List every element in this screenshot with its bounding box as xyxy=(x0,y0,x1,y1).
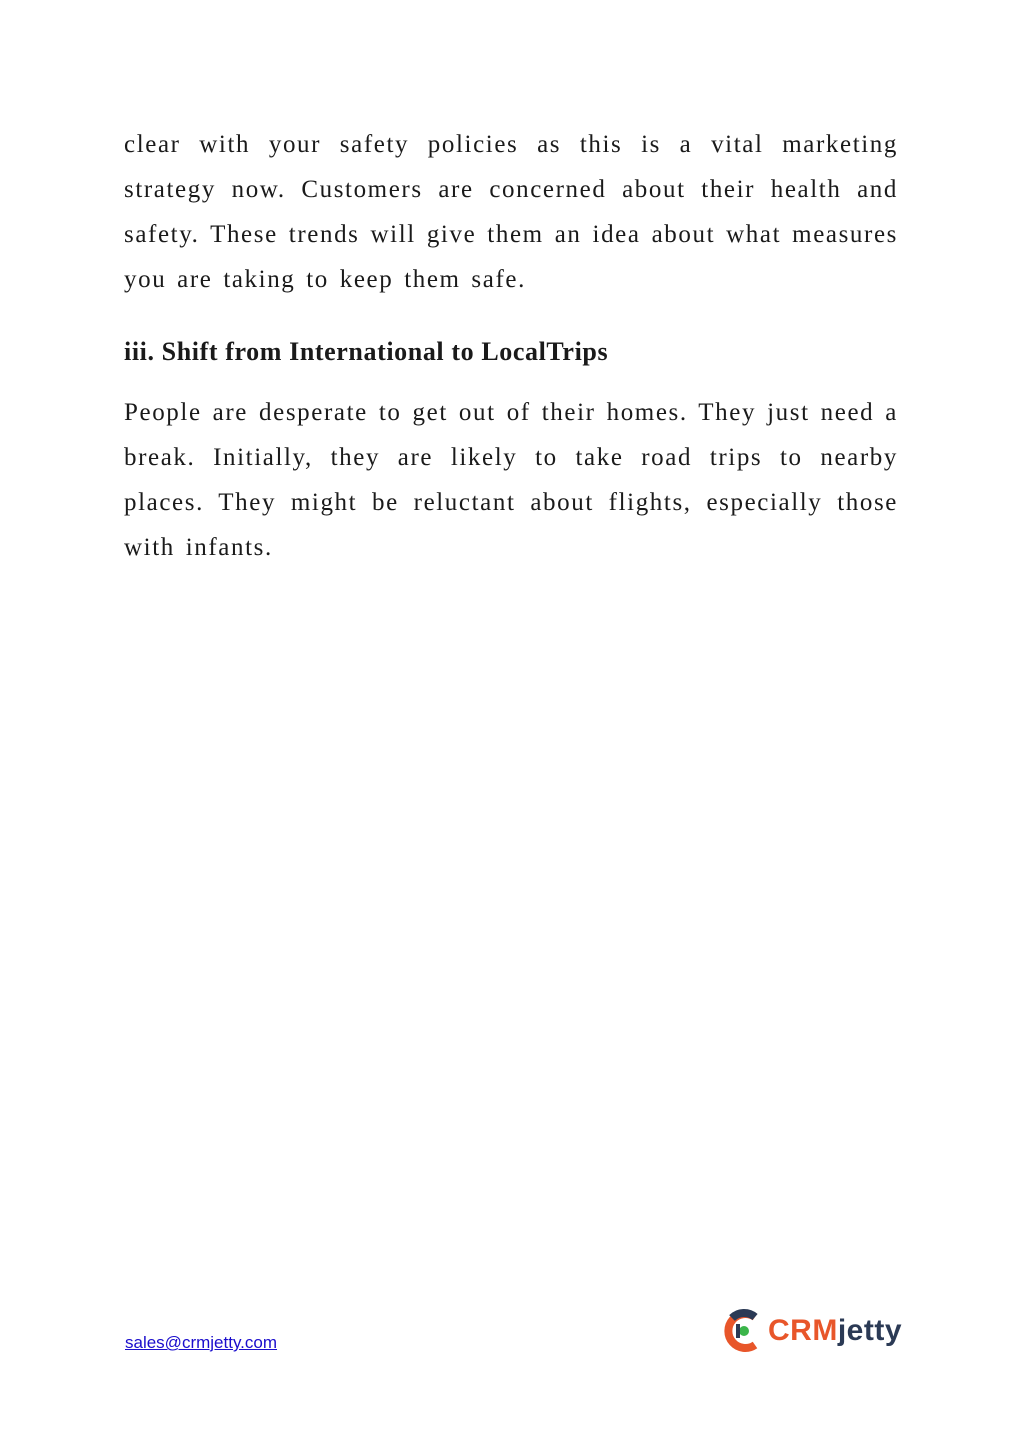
section-heading: iii. Shift from International to LocalTrips xyxy=(124,337,609,366)
crmjetty-c-icon xyxy=(722,1308,762,1354)
logo-text-jetty: jetty xyxy=(837,1314,903,1347)
body-paragraph-local-trips: People are desperate to get out of their homes. They just need a break. Initially, they are likely to take road trips to nearby places. They might be reluctant about flights, especially those with infants. xyxy=(124,399,898,561)
logo-text-crm: CRM xyxy=(768,1314,838,1347)
logo-wordmark xyxy=(768,1314,902,1348)
crmjetty-logo xyxy=(722,1306,902,1356)
body-paragraph-safety: clear with your safety policies as this is a vital marketing strategy now. Customers are concerned about their health and safety. These trends will give them an idea about what measures you are taking to keep them safe. xyxy=(124,131,898,293)
footer-email-link[interactable]: sales@crmjetty.com xyxy=(125,1333,278,1352)
